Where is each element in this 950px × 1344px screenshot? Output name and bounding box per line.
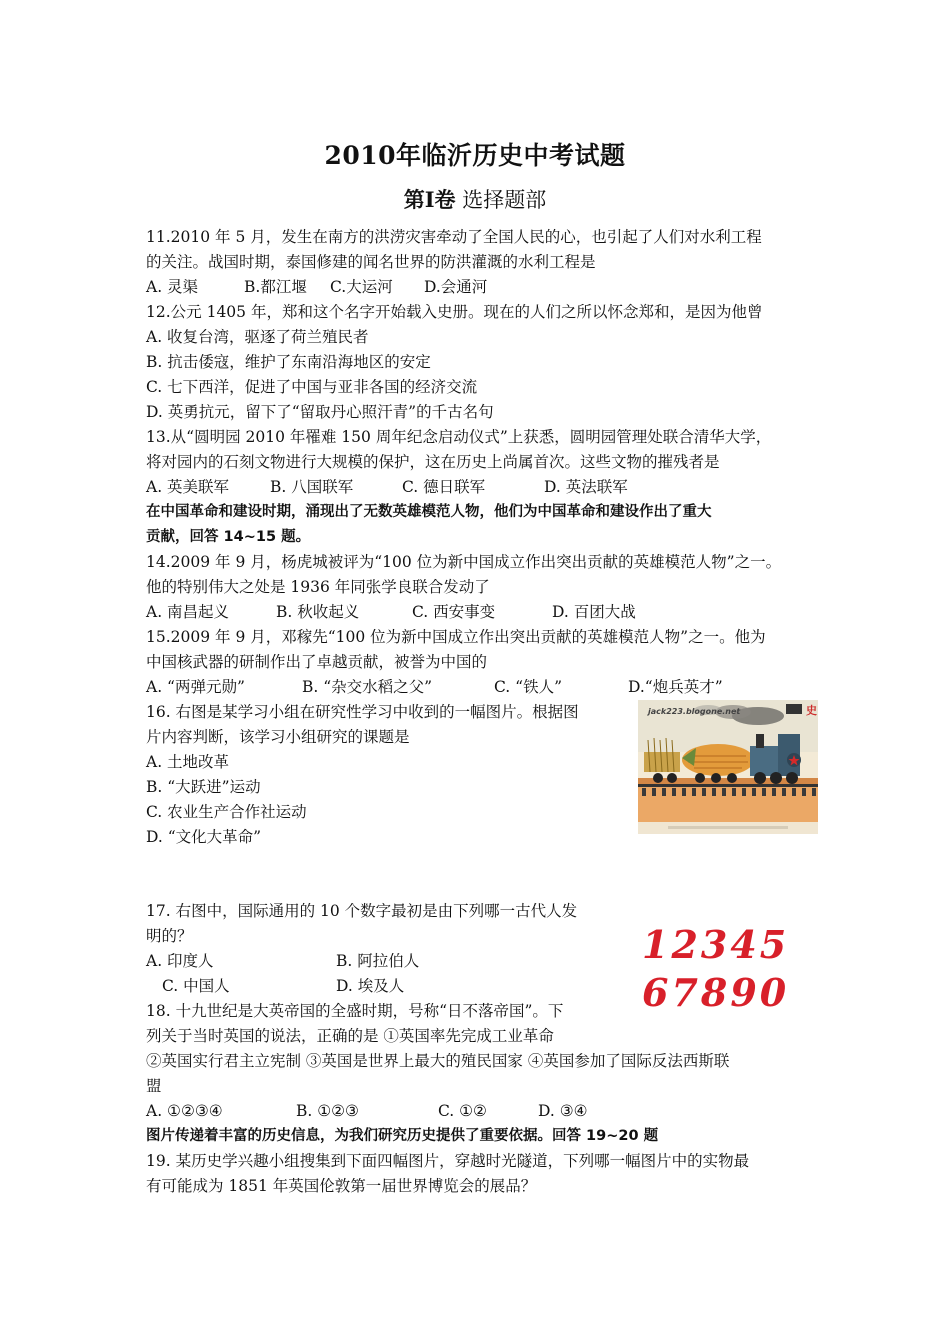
- q11-line2: 的关注。战国时期，泰国修建的闻名世界的防洪灌溉的水利工程是: [146, 253, 596, 271]
- q14-line1: 14.2009 年 9 月，杨虎城被评为“100 位为新中国成立作出突出贡献的英雄模范人物”之一。: [146, 553, 782, 571]
- q15-line1: 15.2009 年 9 月，邓稼先“100 位为新中国成立作出突出贡献的英雄模范人物”之一。他为: [146, 628, 766, 646]
- q16-option-c: C. 农业生产合作社运动: [146, 803, 307, 821]
- q14-option-b: B. 秋收起义: [276, 603, 360, 621]
- page-title: 2010年临沂历史中考试题: [324, 141, 626, 170]
- numerals-row1: 12345: [642, 922, 790, 967]
- poster-watermark: jack223.blogone.net: [648, 707, 741, 716]
- q14-option-d: D. 百团大战: [552, 603, 636, 621]
- q18-option-d: D. ③④: [538, 1102, 588, 1120]
- q18-option-c: C. ①②: [438, 1102, 487, 1120]
- q14-option-c: C. 西安事变: [412, 603, 496, 621]
- intro19-line1: 图片传递着丰富的历史信息，为我们研究历史提供了重要依据。回答 19~20 题: [146, 1128, 659, 1144]
- q17-option-b: B. 阿拉伯人: [336, 952, 420, 970]
- q18-option-b: B. ①②③: [296, 1102, 359, 1120]
- q13-line2: 将对园内的石刻文物进行大规模的保护，这在历史上尚属首次。这些文物的摧残者是: [146, 453, 720, 471]
- q15-option-c: C. “铁人”: [494, 678, 563, 696]
- q16-option-d: D. “文化大革命”: [146, 828, 262, 846]
- poster-illustration: [638, 700, 818, 834]
- q16-option-b: B. “大跃进”运动: [146, 778, 261, 796]
- q17-option-c: C. 中国人: [162, 977, 230, 995]
- q11-option-a: A. 灵渠: [146, 278, 199, 296]
- numerals-row2: 67890: [642, 970, 790, 1014]
- q18-line3: ②英国实行君主立宪制 ③英国是世界上最大的殖民国家 ④英国参加了国际反法西斯联: [146, 1052, 730, 1070]
- intro14-line2: 贡献，回答 14~15 题。: [146, 529, 311, 545]
- q11-option-d: D.会通河: [424, 278, 488, 296]
- q13-option-b: B. 八国联军: [270, 478, 354, 496]
- q12-option-a: A. 收复台湾，驱逐了荷兰殖民者: [146, 328, 369, 346]
- q12-option-c: C. 七下西洋，促进了中国与亚非各国的经济交流: [146, 378, 478, 396]
- q17-line2: 明的？: [146, 927, 193, 945]
- q16-line2: 片内容判断，该学习小组研究的课题是: [146, 728, 410, 746]
- q16-line1: 16. 右图是某学习小组在研究性学习中收到的一幅图片。根据图: [146, 703, 579, 721]
- numerals-image: [638, 918, 800, 1014]
- q15-line2: 中国核武器的研制作出了卓越贡献，被誉为中国的: [146, 653, 488, 671]
- q18-option-a: A. ①②③④: [146, 1102, 223, 1120]
- subtitle-part: 第Ⅰ卷: [403, 187, 456, 212]
- q13-option-c: C. 德日联军: [402, 478, 486, 496]
- q13-option-d: D. 英法联军: [544, 478, 628, 496]
- q12-line1: 12.公元 1405 年，郑和这个名字开始载入史册。现在的人们之所以怀念郑和，是因为他曾: [146, 303, 763, 321]
- q12-option-d: D. 英勇抗元，留下了“留取丹心照汗青”的千古名句: [146, 403, 494, 421]
- q15-option-a: A. “两弹元勋”: [146, 678, 245, 696]
- poster-logo: 史: [806, 704, 817, 717]
- intro14-line1: 在中国革命和建设时期，涌现出了无数英雄模范人物，他们为中国革命和建设作出了重大: [146, 504, 712, 520]
- q13-line1: 13.从“圆明园 2010 年罹难 150 周年纪念启动仪式”上获悉，圆明园管理处联合清华大学，: [146, 428, 772, 446]
- q19-line1: 19. 某历史学兴趣小组搜集到下面四幅图片，穿越时光隧道，下列哪一幅图片中的实物最: [146, 1152, 750, 1170]
- q11-line1: 11.2010 年 5 月，发生在南方的洪涝灾害牵动了全国人民的心，也引起了人们对水利工程: [146, 228, 762, 246]
- q18-line4: 盟: [146, 1077, 162, 1095]
- q11-option-b: B.都江堰: [244, 278, 307, 296]
- q14-line2: 他的特别伟大之处是 1936 年同张学良联合发动了: [146, 578, 490, 596]
- great-leap-poster-image: [638, 700, 818, 834]
- q15-option-d: D.“炮兵英才”: [628, 678, 723, 696]
- q16-option-a: A. 土地改革: [146, 753, 230, 771]
- q17-line1: 17. 右图中，国际通用的 10 个数字最初是由下列哪一古代人发: [146, 902, 578, 920]
- numerals-illustration: [638, 918, 800, 1014]
- q15-option-b: B. “杂交水稻之父”: [302, 678, 433, 696]
- subtitle-section: 选择题部: [462, 188, 547, 212]
- q13-option-a: A. 英美联军: [146, 478, 230, 496]
- q19-line2: 有可能成为 1851 年英国伦敦第一届世界博览会的展品？: [146, 1177, 537, 1195]
- q12-option-b: B. 抗击倭寇，维护了东南沿海地区的安定: [146, 353, 431, 371]
- q18-line1: 18. 十九世纪是大英帝国的全盛时期，号称“日不落帝国”。下: [146, 1002, 564, 1020]
- q14-option-a: A. 南昌起义: [146, 603, 230, 621]
- q17-option-d: D. 埃及人: [336, 977, 405, 995]
- q17-option-a: A. 印度人: [146, 952, 214, 970]
- page-subtitle: [0, 184, 950, 214]
- q11-option-c: C.大运河: [330, 278, 393, 296]
- q18-line2: 列关于当时英国的说法，正确的是 ①英国率先完成工业革命: [146, 1027, 554, 1045]
